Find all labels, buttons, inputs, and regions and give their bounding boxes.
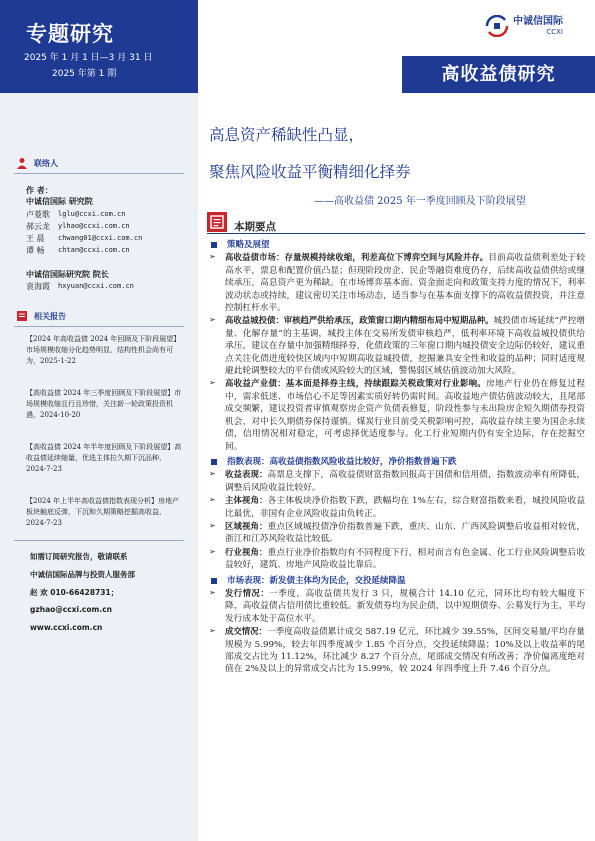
author-row: 王 晨 chwang01@ccxi.com.cn [26, 234, 143, 243]
arrow-bullet-icon: ➢ [209, 252, 216, 262]
list-item: ➢ 区域视角：重点区域城投债净价指数普遍下跌，重庆、山东、广西风险调整后收益相对较优，浙江和江苏风险收益比较低。 [209, 520, 586, 545]
author-email[interactable]: ylhao@ccxi.com.cn [58, 222, 130, 230]
sidebar [0, 93, 198, 841]
list-item: ➢ 高收益城投债：审核趋严供给承压，政策窗口期内精细布局中短期品种。城投债市场延续“严控增量、化解存量”的主基调，城投主体在交易所发债审核趋严，低利率环境下高收益城投债供给承压，建议在存量中加强精细择券，化债政策的三年窗口期内城投债安全边际仍较好，建议重点关注化债进度较快区域内中短期高收益城投债，挖掘兼具安全性和收益的品种；同时适度规避此轮调整较大的平台债或风险较大的区域，警惕弱区域估值波动加大风险。 [209, 315, 585, 377]
divider [14, 173, 184, 174]
author-label: 作 者： [26, 186, 53, 195]
contact-email[interactable]: gzhao@ccxi.com.cn [30, 605, 112, 614]
arrow-bullet-icon: ➢ [209, 378, 216, 388]
section-divider [207, 233, 585, 234]
author-row: 卢菱歌 lglu@ccxi.com.cn [26, 210, 126, 219]
list-item: ➢ 高收益产业债：基本面是择券主线，持续跟踪关税政策对行业影响。房地产行业仍在修复过程中，需求低迷、市场信心不足等因素实质好转仍需时间。高收益地产债估值波动较大，且尾部成交频繁，建议投资者审慎观察房企资产负债表修复，阶段性参与未出险房企短久期债券投资机会，对中长久期债券保持谨慎。煤炭行业目前受关税影响可控，高收益存续主要为国企永续债，信用情况相对稳定，可考虑择优适度参与。化工行业短期内仍有安全边际，存在挖掘空间。 [209, 378, 586, 452]
key-points-icon [207, 212, 227, 232]
website-link[interactable]: www.ccxi.com.cn [30, 623, 103, 632]
subscribe-note: 如需订阅研究报告，敬请联系 [30, 552, 128, 561]
contacts-heading: 联络人 [16, 157, 58, 169]
title-line-2: 聚焦风险收益平衡精细化择券 [209, 163, 411, 181]
contact-phone: 赵 欢 010-66428731； [30, 588, 119, 597]
related-heading: 相关报告 [16, 310, 66, 322]
report-type: 专题研究 [26, 22, 114, 46]
author-email[interactable]: chtan@ccxi.com.cn [58, 246, 130, 254]
document-icon [16, 310, 28, 322]
arrow-bullet-icon: ➢ [209, 469, 216, 479]
author-email[interactable]: lglu@ccxi.com.cn [58, 210, 126, 218]
category-banner: 高收益债研究 [402, 56, 595, 93]
square-bullet-icon [211, 578, 217, 584]
subtitle: ——高收益债 2025 年一季度回顾及下阶段展望 [314, 196, 526, 207]
title-line-1: 高息资产稀缺性凸显， [209, 126, 365, 144]
arrow-bullet-icon: ➢ [209, 546, 216, 556]
section-heading: 本期要点 [234, 221, 276, 233]
square-bullet-icon [211, 242, 217, 248]
list-item: ➢ 成交情况：一季度高收益债累计成交 587.19 亿元，环比减少 39.55%，区间交易量/平均存量规模为 5.99%，较去年四季度减少 1.85 个百分点，交投延续降温；10%及以上收益率的尾部成交占比为 11.12%，环比减少 8.27 个百分点，尾部成交情况有所改善；净价偏离度绝对值在 2%及以上的异常成交占比为 15.99%，较 2024 年四季度上升 7.46 个百分点。 [209, 626, 585, 675]
related-report[interactable]: 【2024 年上半年高收益债指数表现分析】房地产板块触底反弹，下沉和久期策略挖掘高收益，2024-7-23 [26, 497, 180, 527]
arrow-bullet-icon: ➢ [209, 626, 216, 636]
list-item: ➢ 收益表现：高票息支撑下，高收益债财富指数回报高于国债和信用债，指数波动率有所降低，调整后风险收益比较好。 [209, 469, 586, 493]
dean-row: 袁海霞 hxyuan@ccxi.com.cn [26, 282, 134, 291]
org-name: 中诚信国际 研究院 [26, 197, 93, 206]
service-dept: 中诚信国际品牌与投资人服务部 [30, 570, 135, 579]
group-heading: 市场表现：新发债主体均为民企，交投延续降温 [209, 575, 585, 587]
arrow-bullet-icon: ➢ [209, 520, 216, 530]
list-item: ➢ 主体视角：各主体板块净价指数下跌，跌幅均在 1%左右，综合财富指数来看，城投风险收益比最优，非国有企业风险收益由负转正。 [209, 495, 586, 519]
date-range: 2025 年 1 月 1 日—3 月 31 日 [24, 53, 153, 63]
header-banner [0, 0, 198, 93]
related-report[interactable]: 【2024 年高收益债 2024 年回顾及下阶段展望】市场规模收缩分化趋势明显，结构性机会尚有可为，2025-1-22 [26, 335, 181, 365]
related-report[interactable]: 【高收益债 2024 年半年度回顾及下阶段展望】高收益债延续缩量，优选主体拉久期下沉品种，2024-7-23 [26, 443, 182, 473]
logo-name-cn: 中诚信国际 [513, 15, 563, 27]
divider [14, 540, 184, 541]
author-row: 谭 畅 chtan@ccxi.com.cn [26, 246, 130, 255]
group-heading: 策略及展望 [209, 239, 585, 251]
person-icon [16, 157, 28, 169]
key-points-body [209, 237, 585, 676]
author-row: 郝云龙 ylhao@ccxi.com.cn [26, 222, 130, 231]
ccxi-logo-icon [484, 15, 510, 37]
dean-label: 中诚信国际研究院 院长 [26, 270, 109, 279]
square-bullet-icon [211, 459, 217, 465]
arrow-bullet-icon: ➢ [209, 587, 216, 597]
group-heading: 指数表现：高收益债指数风险收益比较好，净价指数普遍下跌 [209, 456, 585, 468]
arrow-bullet-icon: ➢ [209, 315, 216, 325]
issue-number: 2025 年第 1 期 [52, 69, 117, 79]
list-item: ➢ 高收益债市场：存量规模持续收缩，利差高位下博弈空间与风险并存。目前高收益债利差处于较高水平，票息和配置价值凸显；但现阶段房企、民企等融资难度仍存，后续高收益债供给或继续承压，高息资产更为稀缺。在市场博弈基本面、资金面走向和政策支持力度的情况下，利率波动状态或持续，建议密切关注市场动态，适当参与在基本面支撑下的高收益债投资，并注意控制杠杆水平。 [209, 252, 586, 314]
dean-email[interactable]: hxyuan@ccxi.com.cn [58, 282, 134, 290]
author-email[interactable]: chwang01@ccxi.com.cn [58, 234, 143, 242]
list-item: ➢ 行业视角：重点行业净价指数均有不同程度下行，相对而言有色金属、化工行业风险调整后收益较好，建筑、房地产风险收益比靠后。 [209, 546, 586, 571]
divider [14, 326, 184, 327]
arrow-bullet-icon: ➢ [209, 495, 216, 505]
logo-name-en: CCXI [546, 27, 563, 36]
list-item: ➢ 发行情况：一季度，高收益债共发行 3 只，规模合计 14.10 亿元，同环比均有较大幅度下降，高收益债占信用债比重较低。新发债券均为民企债，以中短期债券、公募发行为主，平均发行成本处于高位水平。 [209, 587, 586, 624]
logo [484, 15, 563, 37]
related-report[interactable]: 【高收益债 2024 年三季度回顾及下阶段展望】市场规模收缩且行且珍惜，关注新一轮政策投资机遇，2024-10-20 [26, 389, 182, 419]
